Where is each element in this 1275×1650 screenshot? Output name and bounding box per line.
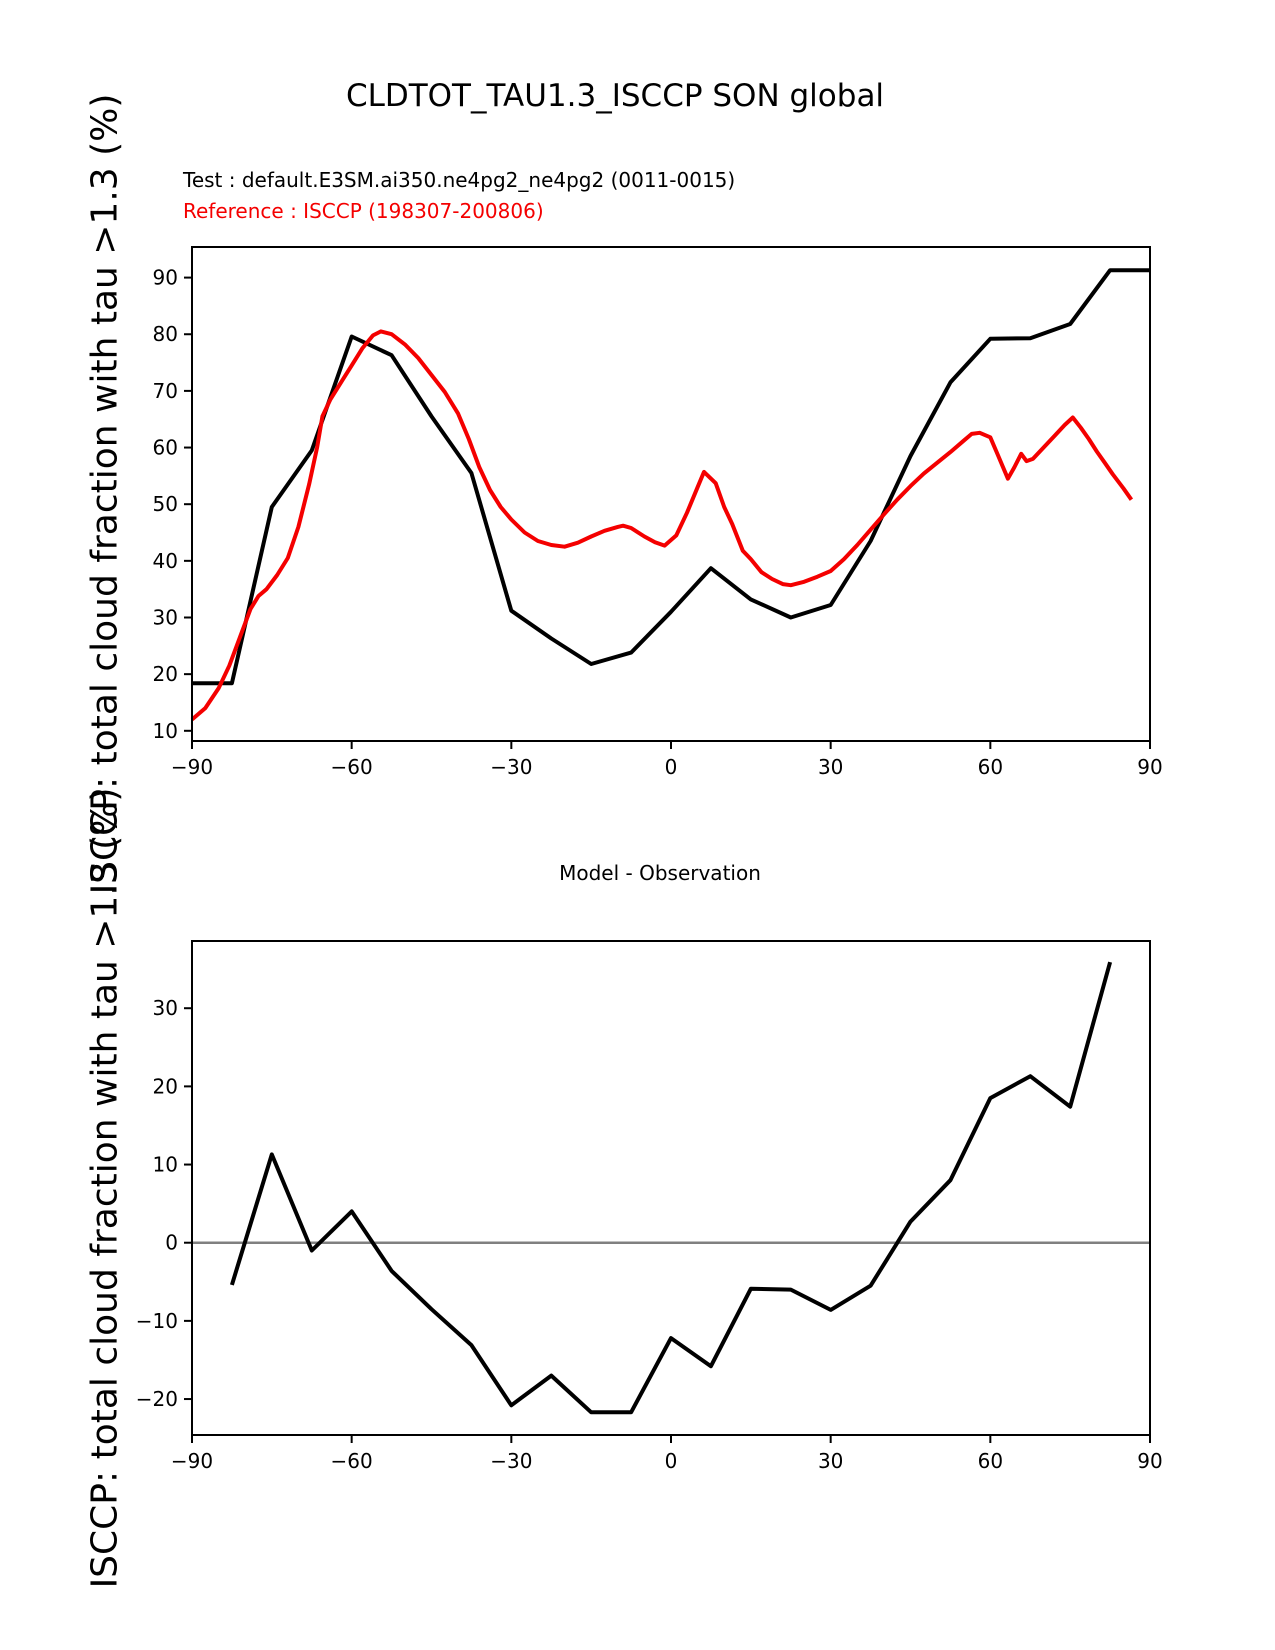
y-tick-label: 50 [152,492,178,517]
y-tick-label: 60 [152,435,178,460]
y-tick-label: 80 [152,322,178,347]
x-tick-label: −90 [170,1449,214,1473]
x-tick-label: 0 [664,755,678,779]
x-tick-label: 60 [977,1449,1004,1473]
y-tick-label: 10 [152,718,178,743]
x-tick-label: 30 [817,755,844,779]
x-tick-label: 90 [1137,1449,1163,1473]
page-title: CLDTOT_TAU1.3_ISCCP SON global [345,78,885,114]
axes-frame [192,941,1150,1435]
x-tick-label: −30 [490,1449,533,1473]
x-tick-label: 60 [977,755,1004,779]
axes-frame [192,247,1150,741]
x-tick-label: −60 [330,755,373,779]
y-tick-label: −20 [135,1387,178,1412]
y-tick-label: 20 [152,662,178,687]
chart-1 [136,941,1163,1473]
y-axis-label-bottom: ISCCP: total cloud fraction with tau >1.3 (%) [84,787,126,1589]
x-tick-label: 30 [817,1449,844,1473]
y-tick-label: 40 [152,548,178,573]
y-tick-label: 30 [152,996,178,1021]
test-run-label: Test : default.E3SM.ai350.ne4pg2_ne4pg2 (0011-0015) [183,168,736,192]
y-tick-label: 20 [152,1074,178,1099]
reference-run-label: Reference : ISCCP (198307-200806) [183,199,544,223]
y-tick-label: 10 [152,1152,178,1177]
x-tick-label: 0 [664,1449,678,1473]
y-tick-label: 0 [165,1230,178,1255]
x-tick-label: 90 [1137,755,1163,779]
y-tick-label: 30 [152,605,178,630]
y-tick-label: −10 [135,1308,178,1333]
y-axis-label-top: ISCCP: total cloud fraction with tau >1.3 (%) [84,93,126,895]
y-tick-label: 90 [152,265,178,290]
y-tick-label: 70 [152,378,178,403]
x-tick-label: −90 [170,755,214,779]
x-tick-label: −30 [490,755,533,779]
difference-plot-title: Model - Observation [559,861,761,885]
difference-line [232,962,1110,1412]
chart-0 [153,247,1163,779]
x-tick-label: −60 [330,1449,373,1473]
